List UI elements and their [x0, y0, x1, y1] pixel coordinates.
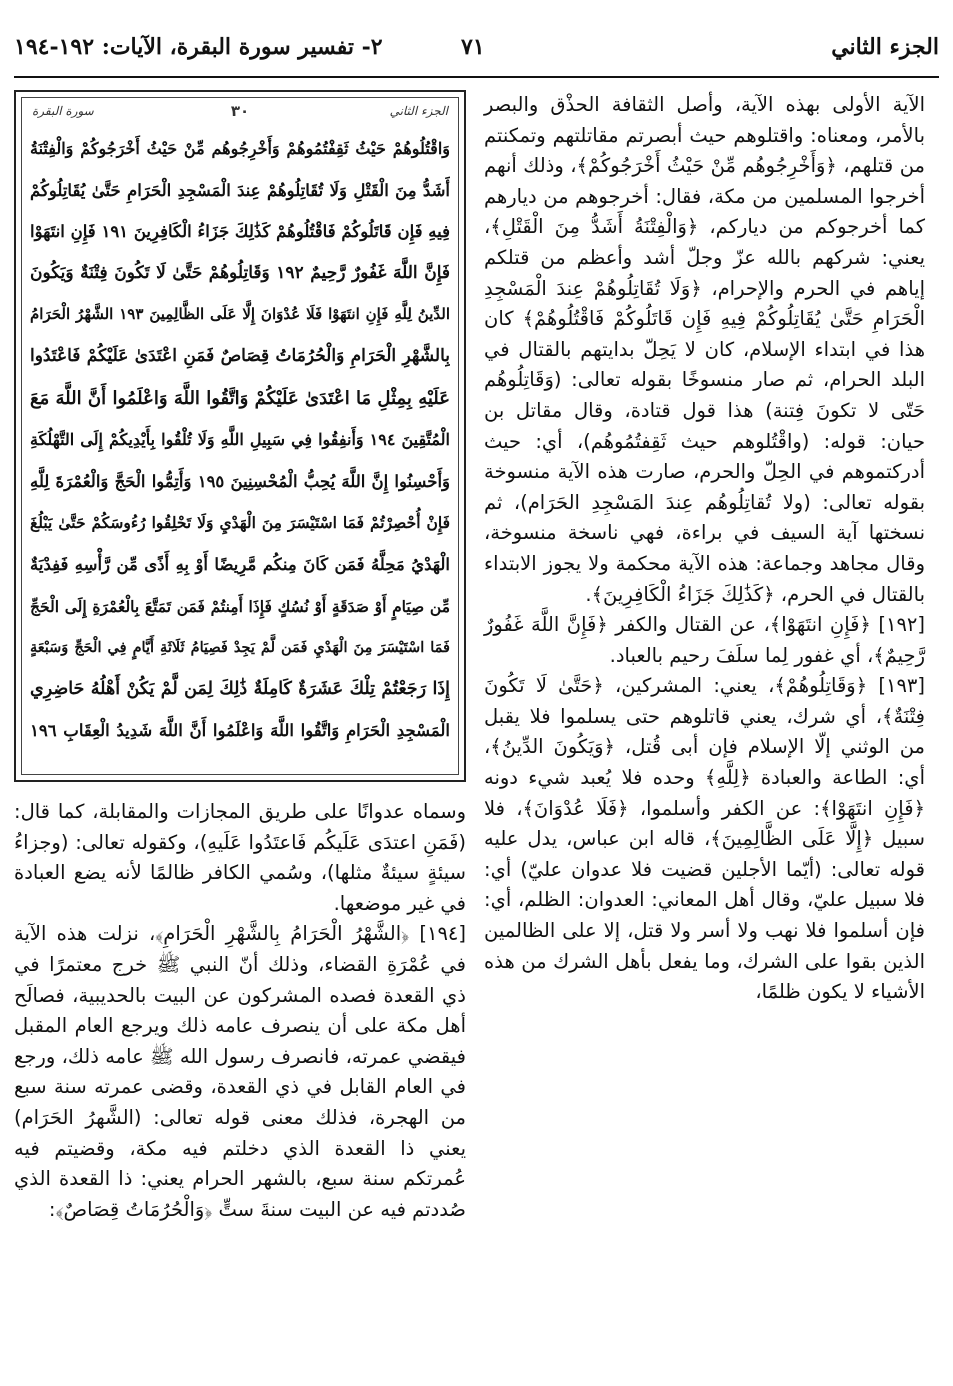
quran-line: وَأَحْسِنُوا إِنَّ اللَّهَ يُحِبُّ الْمُحْسِنِينَ ١٩٥ وَأَتِمُّوا الْحَجَّ وَالْعُمْرَةَ لِلَّهِ	[30, 471, 450, 491]
quran-line: فَإِنَّ اللَّهَ غَفُورٌ رَّحِيمٌ ١٩٢ وَقَاتِلُوهُمْ حَتَّىٰ لَا تَكُونَ فِتْنَةٌ وَيَكُونَ	[30, 262, 450, 283]
quran-line: الْمُتَّقِينَ ١٩٤ وَأَنفِقُوا فِي سَبِيلِ اللَّهِ وَلَا تُلْقُوا بِأَيْدِيكُمْ إِلَى التَّهْلُكَةِ	[30, 430, 450, 450]
quran-line: أَشَدُّ مِنَ الْقَتْلِ وَلَا تُقَاتِلُوهُمْ عِندَ الْمَسْجِدِ الْحَرَامِ حَتَّىٰ يُقَاتِلُوكُمْ	[30, 180, 450, 200]
quran-line: فَمَا اسْتَيْسَرَ مِنَ الْهَدْيِ فَمَن لَّمْ يَجِدْ فَصِيَامُ ثَلَاثَةِ أَيَّامٍ فِي الْحَجِّ وَسَبْعَةٍ	[30, 639, 450, 657]
quran-line: وَاقْتُلُوهُمْ حَيْثُ ثَقِفْتُمُوهُمْ وَأَخْرِجُوهُم مِّنْ حَيْثُ أَخْرَجُوكُمْ وَالْفِتْنَةُ	[30, 139, 450, 158]
quran-line: عَلَيْهِ بِمِثْلِ مَا اعْتَدَىٰ عَلَيْكُمْ وَاتَّقُوا اللَّهَ وَاعْلَمُوا أَنَّ اللَّهَ مَعَ	[30, 387, 450, 409]
commentary-paragraph: الآية الأولى بهذه الآية، وأصل الثقافة الحذْق والبصر بالأمر، ومعناه: واقتلوهم حيث أبصرتم مقاتلتهم وتمكنتم من قتلهم، ﴿وَأَخْرِجُوهُم مِّنْ حَيْثُ أَخْرَجُوكُمْ﴾، وذلك أنهم أخرجوا المسلمين من مكة، فقال: أخرجوهم من ديارهم كما أخرجوكم من دياركم، ﴿وَالْفِتْنَةُ أَشَدُّ مِنَ الْقَتْلِ﴾، يعني: شركهم بالله عزّ وجلّ أشد وأعظم من قتلكم إياهم في الحرم والإحرام، ﴿وَلَا تُقَاتِلُوهُمْ عِندَ الْمَسْجِدِ الْحَرَامِ حَتَّىٰ يُقَاتِلُوكُمْ فِيهِ فَإِن قَاتَلُوكُمْ فَاقْتُلُوهُمْ﴾ كان هذا في ابتداء الإسلام، كان لا يَحِلّ بدايتهم بالقتال في البلد الحرام، ثم صار منسوخًا بقوله تعالى: (وَقَاتِلُوهُم حَتّى لا تكونَ فِتنة) هذا قول قتادة، وقال مقاتل بن حيان: قوله: (واقْتُلوهم حيث ثَقِفتُمُوهُم)، أي: حيث أدركتموهم في الحِلّ والحرم، صارت هذه الآية منسوخة بقوله تعالى: (ولا تُقاتِلُوهُم عِندَ المَسْجِدِ الحَرَام)، ثم نسختها آية السيف في براءة، فهي ناسخة منسوخة، وقال مجاهد وجماعة: هذه الآية محكمة ولا يجوز الابتداء بالقتال في الحرم، ﴿كَذَٰلِكَ جَزَاءُ الْكَافِرِينَ﴾.	[484, 93, 925, 606]
chapter-title: ٢- تفسير سورة البقرة، الآيات: ١٩٢-١٩٤	[14, 34, 383, 60]
quran-line: بِالشَّهْرِ الْحَرَامِ وَالْحُرُمَاتُ قِصَاصٌ فَمَنِ اعْتَدَىٰ عَلَيْكُمْ فَاعْتَدُوا	[30, 345, 450, 366]
commentary-paragraph: [١٩٤] ﴿الشَّهْرُ الْحَرَامُ بِالشَّهْرِ الْحَرَامِ﴾، نزلت هذه الآية في عُمْرَةِ القضاء، وذلك أنّ النبي ﷺ خرج معتمرًا في ذي القعدة فصده المشركون عن البيت بالحديبية، فصالَح أهل مكة على أن ينصرف عامه ذلك ويرجع العام المقبل فيقضي عمرته، فانصرف رسول الله ﷺ عامه ذلك، ورجع في العام القابل في ذي القعدة، وقضى عمرته سنة سبع من الهجرة، فذلك معنى قوله تعالى: (الشَّهرُ الحَرَام) يعني ذا القعدة الذي دخلتم فيه مكة، وقضيتم فيه عُمرتكم سنة سبع، بالشهر الحرام يعني: ذا القعدة الذي صُددتم فيه عن البيت سنةَ ستٍّ ﴿وَالْحُرُمَاتُ قِصَاصٌ﴾:	[14, 922, 466, 1221]
commentary-paragraph: [١٩٢] ﴿فَإِنِ انتَهَوْا﴾، عن القتال والكفر ﴿فَإِنَّ اللَّهَ غَفُورٌ رَّحِيمٌ﴾، أي غفور لِما سلَفَ رحيم بالعباد.	[484, 613, 925, 667]
quran-line: مِّن صِيَامٍ أَوْ صَدَقَةٍ أَوْ نُسُكٍ فَإِذَا أَمِنتُمْ فَمَن تَمَتَّعَ بِالْعُمْرَةِ إِلَى الْحَجِّ	[30, 596, 450, 616]
commentary-paragraph: وسماه عدوانًا على طريق المجازات والمقابلة، كما قال: (فَمَنِ اعتدَى عَلَيكُم فَاعتَدُوا عَلَيهِ)، وكقوله تعالى: (وجزاءُ سيئةٍ سيئةٌ مثلها)، وسُمي الكافر ظالمًا لأنه يضع العبادة في غير موضعها.	[14, 800, 466, 915]
commentary-right-column	[484, 90, 925, 1380]
quran-line: الْمَسْجِدِ الْحَرَامِ وَاتَّقُوا اللَّهَ وَاعْلَمُوا أَنَّ اللَّهَ شَدِيدُ الْعِقَابِ ١٩٦	[30, 721, 450, 741]
quran-line: إِذَا رَجَعْتُمْ تِلْكَ عَشَرَةٌ كَامِلَةٌ ذَٰلِكَ لِمَن لَّمْ يَكُنْ أَهْلُهُ حَاضِرِي	[30, 678, 450, 699]
page-header	[14, 30, 939, 78]
quran-line: فَإِنْ أُحْصِرْتُمْ فَمَا اسْتَيْسَرَ مِنَ الْهَدْيِ وَلَا تَحْلِقُوا رُءُوسَكُمْ حَتَّىٰ يَبْلُغَ	[30, 513, 450, 533]
juz-title: الجزء الثاني	[831, 34, 939, 60]
quran-line: فِيهِ فَإِن قَاتَلُوكُمْ فَاقْتُلُوهُمْ كَذَٰلِكَ جَزَاءُ الْكَافِرِينَ ١٩١ فَإِنِ انتَهَوْا	[30, 222, 450, 242]
mushaf-juz-label: الجزء الثاني	[389, 104, 448, 118]
page-number: ٧١	[461, 34, 485, 60]
mushaf-inner-frame	[21, 97, 459, 775]
mushaf-page-number: ٣٠	[230, 102, 250, 120]
commentary-paragraph: [١٩٣] ﴿وَقَاتِلُوهُمْ﴾، يعني: المشركين، ﴿حَتَّىٰ لَا تَكُونَ فِتْنَةٌ﴾، أي شرك، يعني قاتلوهم حتى يسلموا فلا يقبل من الوثني إلّا الإسلام فإن أبى قُتل، ﴿وَيَكُونَ الدِّينُ﴾، أي: الطاعة والعبادة ﴿لِلَّهِ﴾ وحده فلا يُعبد شيء دونه ﴿فَإِنِ انتَهَوْا﴾: عن الكفر وأسلموا، ﴿فَلَا عُدْوَانَ﴾، فلا سبيل ﴿إِلَّا عَلَى الظَّالِمِينَ﴾، قاله ابن عباس، يدل عليه قوله تعالى: (أيّما الأجلين قضيت فلا عدوان عليّ) أي: فلا سبيل عليّ، وقال أهل المعاني: العدوان: الظلم، أي: فإن أسلموا فلا نهب ولا أسر ولا قتل، إلا على الظالمين الذين بقوا على الشرك، وما يفعل بأهل الشرك من هذه الأشياء لا يكون ظلمًا،	[484, 674, 925, 1004]
mushaf-page-box	[14, 90, 466, 782]
quran-text	[30, 128, 450, 768]
quran-line: الْهَدْيُ مَحِلَّهُ فَمَن كَانَ مِنكُم مَّرِيضًا أَوْ بِهِ أَذًى مِّن رَّأْسِهِ فَفِدْيَةٌ	[30, 554, 450, 574]
mushaf-surah-label: سورة البقرة	[32, 104, 94, 118]
mushaf-header	[32, 102, 448, 124]
commentary-left-column	[14, 797, 466, 1377]
quran-line: الدِّينُ لِلَّهِ فَإِنِ انتَهَوْا فَلَا عُدْوَانَ إِلَّا عَلَى الظَّالِمِينَ ١٩٣ الشَّهْرُ الْحَرَامُ	[30, 305, 450, 324]
